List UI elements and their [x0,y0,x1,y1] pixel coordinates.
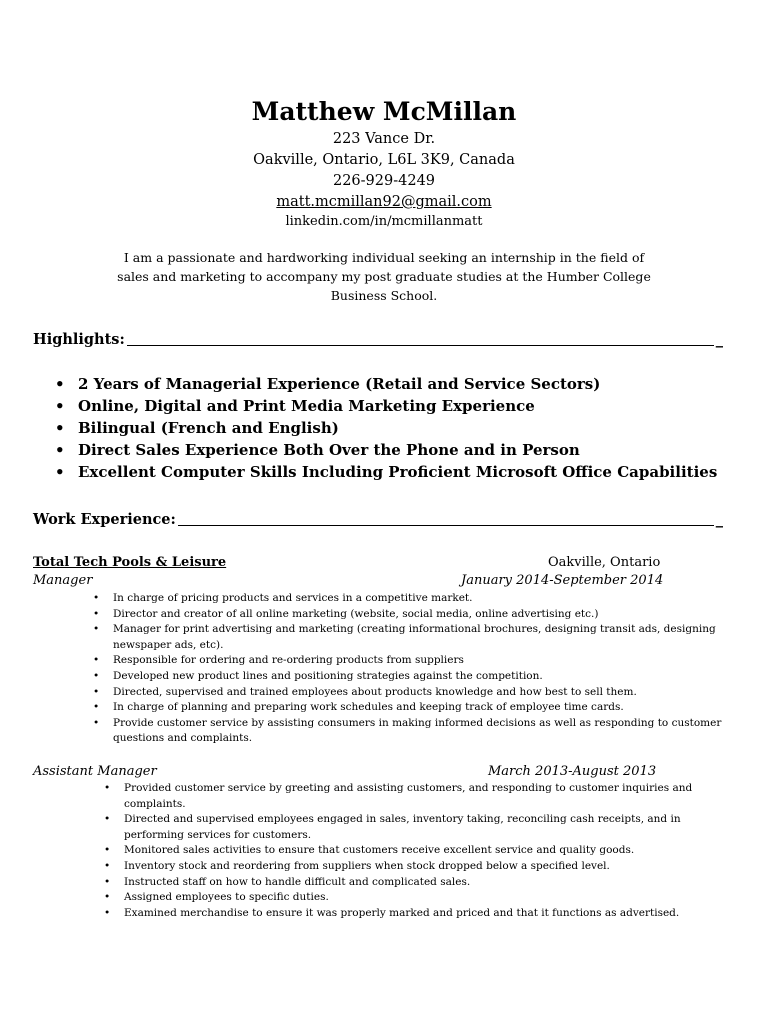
email-link[interactable]: matt.mcmillan92@gmail.com [276,194,492,210]
assistant-manager-duties-list [100,781,710,921]
duty-item: • In charge of planning and preparing work schedules and keeping track of employee time cards. [89,700,729,716]
job-dates-assistant-manager: March 2013-August 2013 [488,764,657,779]
highlights-heading-label: Highlights: [33,331,125,348]
highlights-list [52,373,717,483]
highlights-heading-tail: _ [715,331,723,348]
work-experience-heading-label: Work Experience: [33,511,176,528]
duty-item: • Assigned employees to specific duties. [100,890,710,906]
duty-item: • Directed and supervised employees engaged in sales, inventory taking, reconciling cash receipts, and in performing services for customers. [100,812,710,843]
highlight-item: • Excellent Computer Skills Including Proficient Microsoft Office Capabilities [52,461,717,483]
candidate-name: Matthew McMillan [251,97,517,126]
job-title-manager: Manager [33,573,93,588]
linkedin-url: linkedin.com/in/mcmillanmatt [285,214,483,229]
resume-header [0,95,768,230]
objective-statement: I am a passionate and hardworking individual seeking an internship in the field of sales and marketing to accompany my post graduate studies at the Humber College Business School. [117,250,651,303]
phone-number: 226-929-4249 [332,173,436,189]
company-location: Oakville, Ontario [548,555,661,570]
duty-item: • Instructed staff on how to handle difficult and complicated sales. [100,875,710,891]
duty-item: • Directed, supervised and trained employees about products knowledge and how best to sell them. [89,685,729,701]
address-line-1: 223 Vance Dr. [332,131,436,147]
job-dates-manager: January 2014-September 2014 [461,573,664,588]
highlight-item: • 2 Years of Managerial Experience (Retail and Service Sectors) [52,373,717,395]
highlights-heading [33,330,723,350]
company-name [33,554,226,572]
company-name-text: Total Tech Pools & Leisure [33,555,227,570]
duty-item: • Developed new product lines and positioning strategies against the competition. [89,669,729,685]
highlight-item: • Bilingual (French and English) [52,417,717,439]
duty-item: • Manager for print advertising and marketing (creating informational brochures, designing transit ads, designing newspaper ads, etc). [89,622,729,653]
email-row [0,192,768,213]
duty-item: • Provide customer service by assisting consumers in making informed decisions as well as responding to customer questions and complaints. [89,716,729,747]
work-experience-heading-rule [178,525,714,526]
highlights-heading-rule [127,345,714,346]
highlight-item: • Online, Digital and Print Media Marketing Experience [52,395,717,417]
job-title-assistant-manager: Assistant Manager [33,764,157,779]
duty-item: • In charge of pricing products and services in a competitive market. [89,591,729,607]
duty-item: • Inventory stock and reordering from suppliers when stock dropped below a specified level. [100,859,710,875]
duty-item: • Director and creator of all online marketing (website, social media, online advertising etc.) [89,607,729,623]
address-line-2: Oakville, Ontario, L6L 3K9, Canada [253,152,515,168]
duty-item: • Examined merchandise to ensure it was properly marked and priced and that it functions as advertised. [100,906,710,922]
manager-duties-list [89,591,729,747]
work-experience-heading-tail: _ [715,511,723,528]
duty-item: • Responsible for ordering and re-ordering products from suppliers [89,653,729,669]
work-experience-heading [33,510,723,530]
duty-item: • Provided customer service by greeting and assisting customers, and responding to customer inquiries and complaints. [100,781,710,812]
highlight-item: • Direct Sales Experience Both Over the Phone and in Person [52,439,717,461]
duty-item: • Monitored sales activities to ensure that customers receive excellent service and quality goods. [100,843,710,859]
